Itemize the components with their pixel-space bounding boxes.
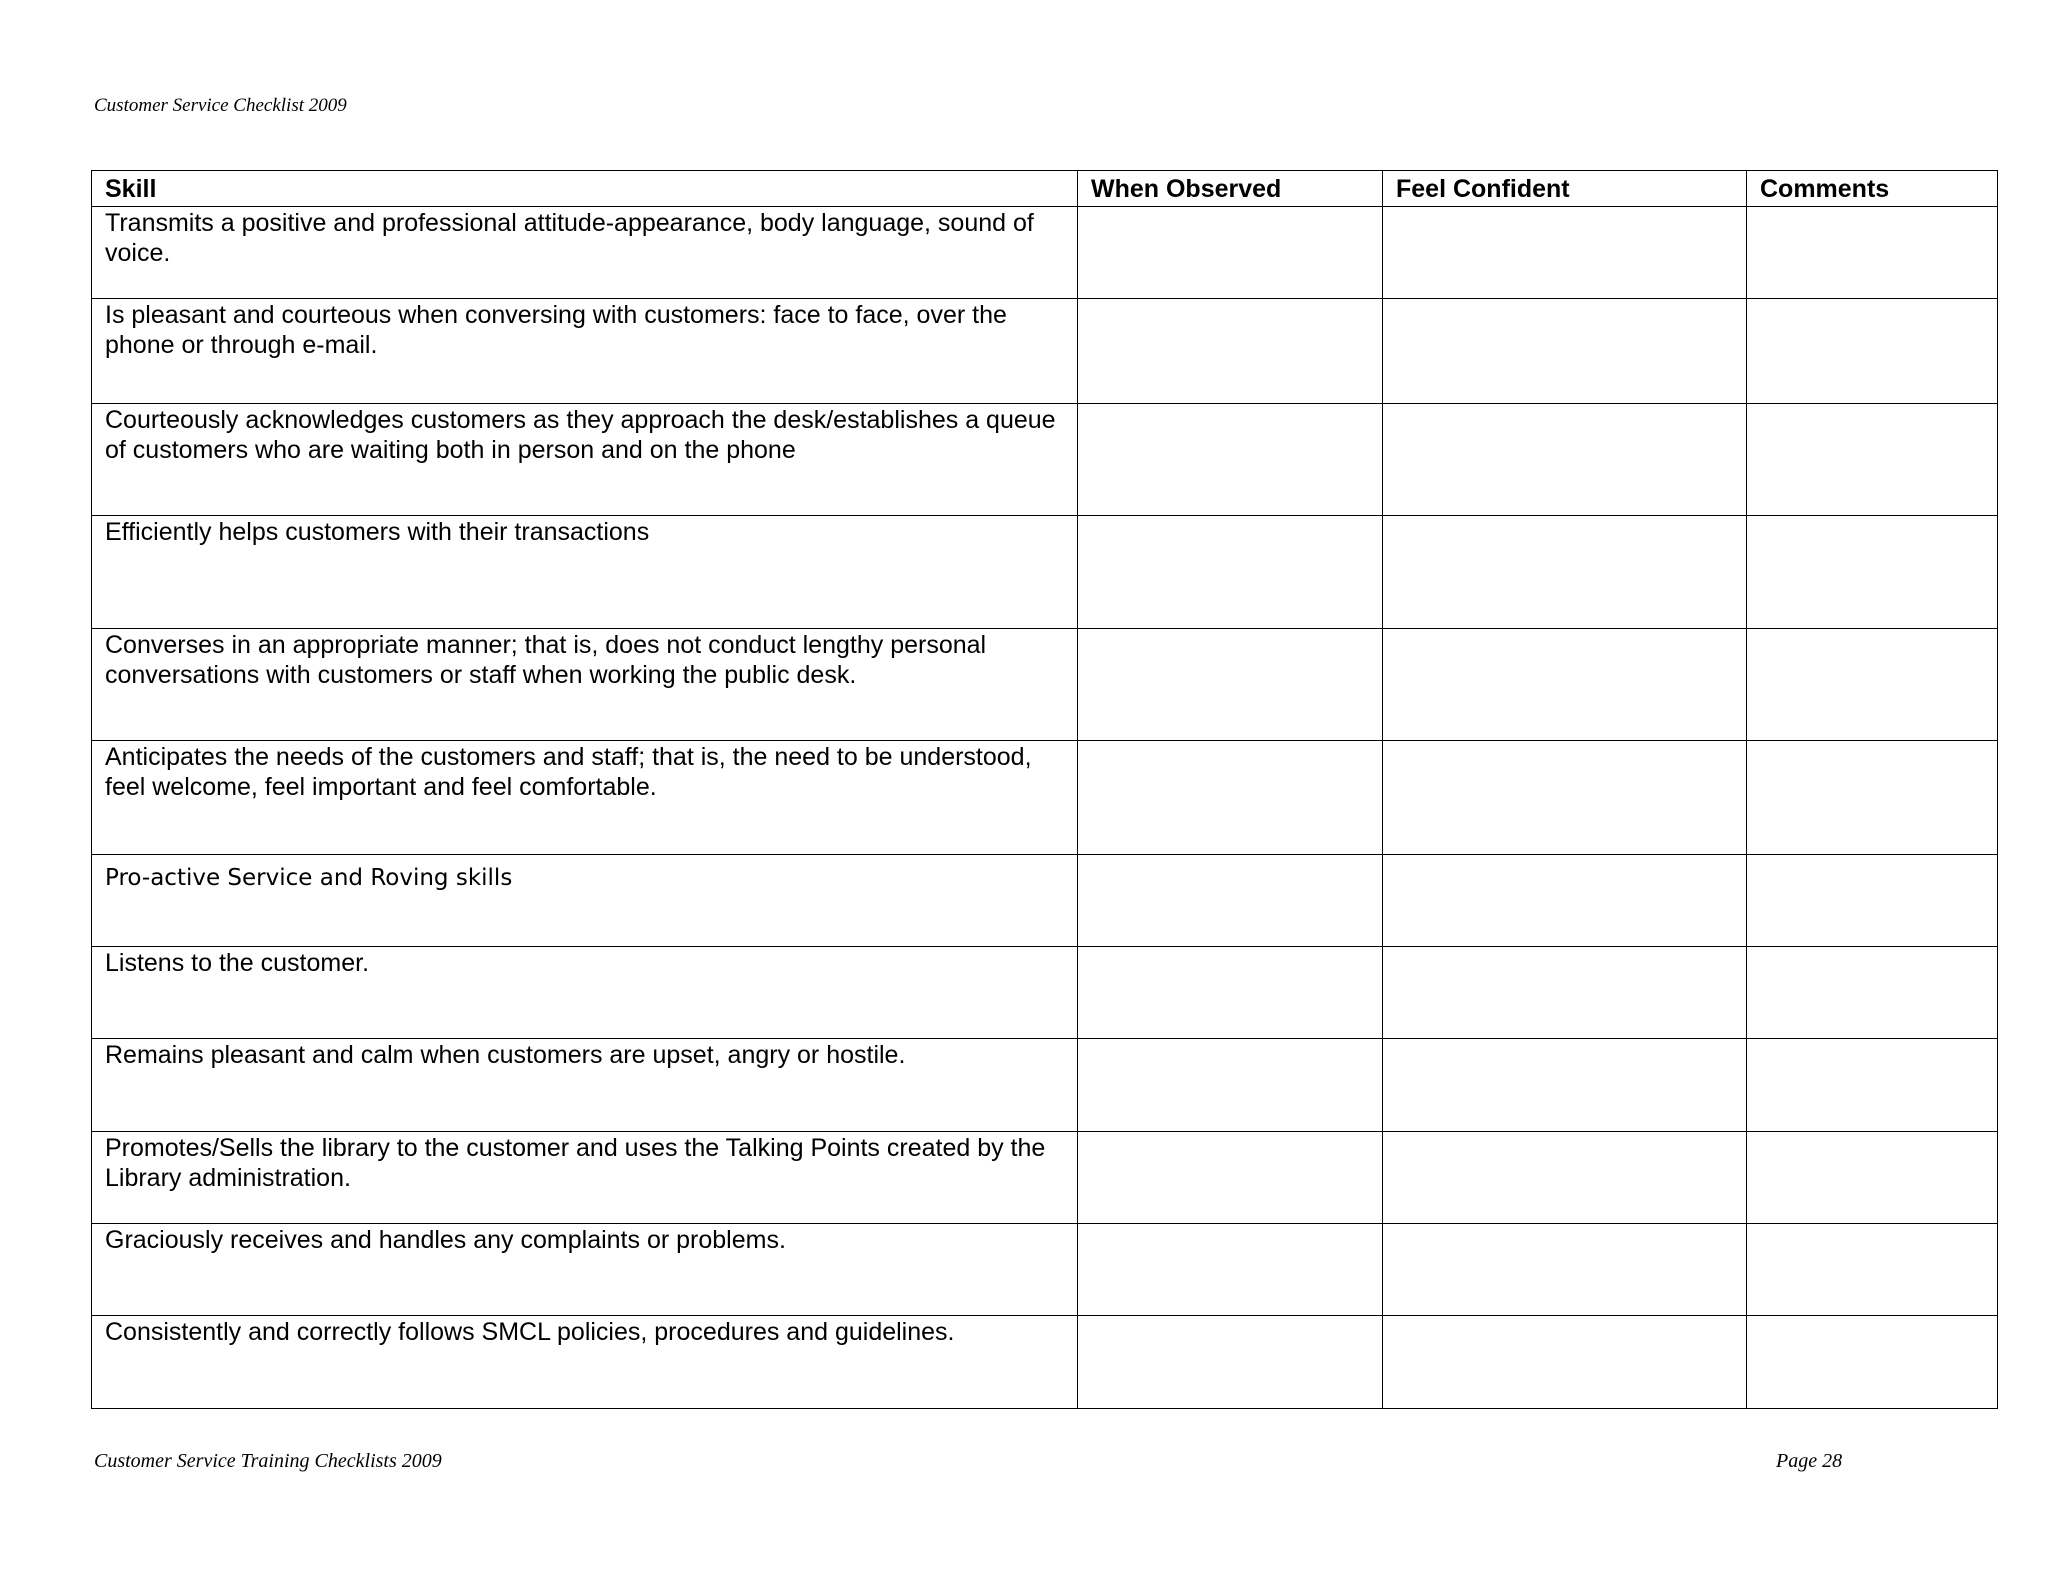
skill-cell: Efficiently helps customers with their transactions	[92, 516, 1078, 629]
when-observed-cell	[1078, 741, 1383, 855]
feel-confident-cell	[1383, 1224, 1747, 1316]
table-header-row	[92, 171, 1998, 207]
feel-confident-cell	[1383, 299, 1747, 404]
table-row	[92, 1132, 1998, 1224]
skill-cell: Is pleasant and courteous when conversing with customers: face to face, over the phone or through e-mail.	[92, 299, 1078, 404]
when-observed-cell	[1078, 1039, 1383, 1132]
skill-cell: Pro-active Service and Roving skills	[92, 855, 1078, 947]
feel-confident-cell	[1383, 516, 1747, 629]
table-row	[92, 1039, 1998, 1132]
skill-cell: Converses in an appropriate manner; that is, does not conduct lengthy personal conversations with customers or staff when working the public desk.	[92, 629, 1078, 741]
when-observed-cell	[1078, 947, 1383, 1039]
comments-cell	[1747, 947, 1998, 1039]
feel-confident-cell	[1383, 207, 1747, 299]
when-observed-cell	[1078, 516, 1383, 629]
when-observed-cell	[1078, 1132, 1383, 1224]
when-observed-cell	[1078, 1316, 1383, 1409]
skill-cell: Anticipates the needs of the customers and staff; that is, the need to be understood, feel welcome, feel important and feel comfortable.	[92, 741, 1078, 855]
comments-cell	[1747, 207, 1998, 299]
table-row	[92, 947, 1998, 1039]
comments-cell	[1747, 299, 1998, 404]
table-row	[92, 207, 1998, 299]
when-observed-cell	[1078, 299, 1383, 404]
column-header-comments: Comments	[1747, 171, 1998, 207]
feel-confident-cell	[1383, 629, 1747, 741]
comments-cell	[1747, 855, 1998, 947]
comments-cell	[1747, 404, 1998, 516]
column-header-feel-confident: Feel Confident	[1383, 171, 1747, 207]
when-observed-cell	[1078, 1224, 1383, 1316]
comments-cell	[1747, 1224, 1998, 1316]
table-row	[92, 741, 1998, 855]
feel-confident-cell	[1383, 404, 1747, 516]
comments-cell	[1747, 1316, 1998, 1409]
feel-confident-cell	[1383, 947, 1747, 1039]
comments-cell	[1747, 629, 1998, 741]
column-header-when-observed: When Observed	[1078, 171, 1383, 207]
page-number: Page 28	[1776, 1450, 1843, 1472]
skill-cell: Consistently and correctly follows SMCL policies, procedures and guidelines.	[92, 1316, 1078, 1409]
skill-cell: Listens to the customer.	[92, 947, 1078, 1039]
table-row	[92, 299, 1998, 404]
feel-confident-cell	[1383, 1132, 1747, 1224]
skill-cell: Promotes/Sells the library to the customer and uses the Talking Points created by the Library administration.	[92, 1132, 1078, 1224]
skill-cell: Transmits a positive and professional attitude-appearance, body language, sound of voice.	[92, 207, 1078, 299]
when-observed-cell	[1078, 404, 1383, 516]
feel-confident-cell	[1383, 1039, 1747, 1132]
feel-confident-cell	[1383, 855, 1747, 947]
when-observed-cell	[1078, 855, 1383, 947]
table-row	[92, 629, 1998, 741]
skills-checklist-table	[91, 170, 1998, 1409]
feel-confident-cell	[1383, 741, 1747, 855]
running-header: Customer Service Checklist 2009	[94, 95, 347, 116]
when-observed-cell	[1078, 629, 1383, 741]
comments-cell	[1747, 741, 1998, 855]
skill-cell: Graciously receives and handles any complaints or problems.	[92, 1224, 1078, 1316]
footer-title: Customer Service Training Checklists 2009	[94, 1450, 442, 1472]
column-header-skill: Skill	[92, 171, 1078, 207]
comments-cell	[1747, 1039, 1998, 1132]
comments-cell	[1747, 516, 1998, 629]
feel-confident-cell	[1383, 1316, 1747, 1409]
when-observed-cell	[1078, 207, 1383, 299]
skill-cell: Courteously acknowledges customers as they approach the desk/establishes a queue of customers who are waiting both in person and on the phone	[92, 404, 1078, 516]
table-row	[92, 404, 1998, 516]
table-row	[92, 516, 1998, 629]
comments-cell	[1747, 1132, 1998, 1224]
skill-cell: Remains pleasant and calm when customers are upset, angry or hostile.	[92, 1039, 1078, 1132]
table-row	[92, 1224, 1998, 1316]
table-row	[92, 855, 1998, 947]
table-row	[92, 1316, 1998, 1409]
